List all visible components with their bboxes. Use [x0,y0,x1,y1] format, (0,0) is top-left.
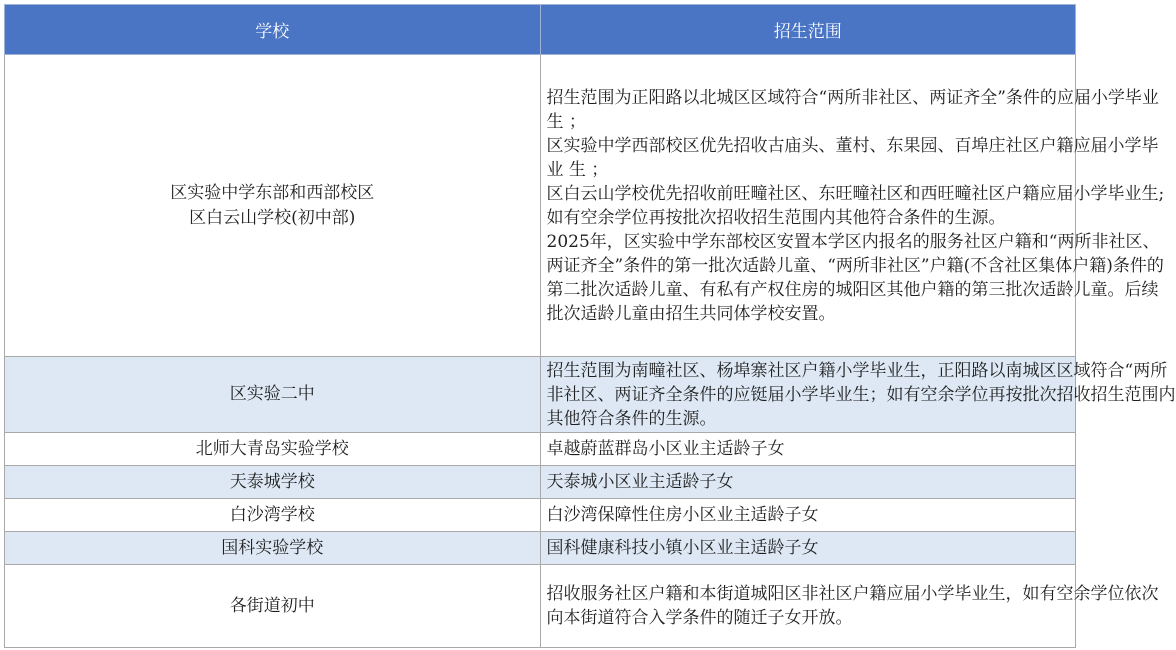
header-school: 学校 [5,5,541,55]
scope-cell [540,357,1176,433]
scope-line: 天泰城小区业主适龄子女 [546,472,734,492]
school-name-line: 区实验中学东部和西部校区 [170,182,375,203]
school-name-line: 白沙湾学校 [229,504,315,525]
school-name-line: 国科实验学校 [221,537,324,558]
scope-line: 生 ； [546,111,586,132]
school-cell [5,55,541,357]
scope-line: 招生范围为南疃社区、杨埠寨社区户籍小学毕业生，正阳路以南城区区域符合“两所 [546,360,1168,381]
school-cell [5,532,541,565]
scope-line: 国科健康科技小镇小区业主适龄子女 [546,538,819,558]
table-row [5,55,1076,357]
table-row [5,466,1076,499]
school-name-line: 各街道初中 [229,595,315,616]
school-cell [5,433,541,466]
table-row [5,433,1076,466]
scope-cell [540,55,1165,357]
header-scope: 招生范围 [540,5,1076,55]
scope-line: 其他符合条件的生源。 [546,408,717,429]
table-header-row [5,5,1076,55]
scope-line: 区白云山学校优先招收前旺疃社区、东旺疃社区和西旺疃社区户籍应届小学毕业生; [546,183,1165,204]
table-row [5,565,1076,648]
school-name-line: 北师大青岛实验学校 [195,438,349,459]
scope-cell [540,433,1076,466]
table-row [5,499,1076,532]
scope-line: 卓越蔚蓝群岛小区业主适龄子女 [546,439,785,459]
scope-cell [540,532,1076,565]
scope-line: 非社区、两证齐全条件的应铤届小学毕业生；如有空余学位再按批次招收招生范围内 [546,384,1176,405]
scope-line: 向本街道符合入学条件的随迁子女开放。 [546,608,853,628]
scope-line: 两证齐全”条件的第一批次适龄儿童、“两所非社区”户籍(不含社区集体户籍)条件的 [546,255,1164,276]
scope-line: 招收服务社区户籍和本街道城阳区非社区户籍应届小学毕业生，如有空余学位依次 [546,584,1159,604]
scope-line: 区实验中学西部校区优先招收古庙头、董村、东果园、百埠庄社区户籍应届小学毕 [546,135,1159,156]
scope-cell [540,466,1076,499]
school-name-line: 区白云山学校(初中部) [189,207,356,228]
scope-line: 2025年，区实验中学东部校区安置本学区内报名的服务社区户籍和“两所非社区、 [546,231,1160,252]
school-cell [5,565,541,648]
school-name-line: 区实验二中 [229,384,315,404]
scope-line: 招生范围为正阳路以北城区区域符合“两所非社区、两证齐全”条件的应届小学毕业 [546,87,1159,108]
table-row [5,532,1076,565]
scope-cell [540,565,1159,648]
scope-line: 白沙湾保障性住房小区业主适龄子女 [546,505,819,525]
scope-line: 第二批次适龄儿童、有私有产权住房的城阳区其他户籍的第三批次适龄儿童。后续 [546,279,1159,300]
school-name-line: 天泰城学校 [229,471,315,492]
school-cell [5,499,541,532]
school-cell [5,357,541,433]
table-row [5,357,1076,433]
scope-line: 如有空余学位再按批次招收招生范围内其他符合条件的生源。 [546,207,1006,228]
scope-line: 批次适龄儿童由招生共同体学校安置。 [546,303,836,324]
scope-cell [540,499,1076,532]
enrollment-table [4,4,1176,648]
school-cell [5,466,541,499]
scope-line: 业 生 ； [546,159,609,180]
